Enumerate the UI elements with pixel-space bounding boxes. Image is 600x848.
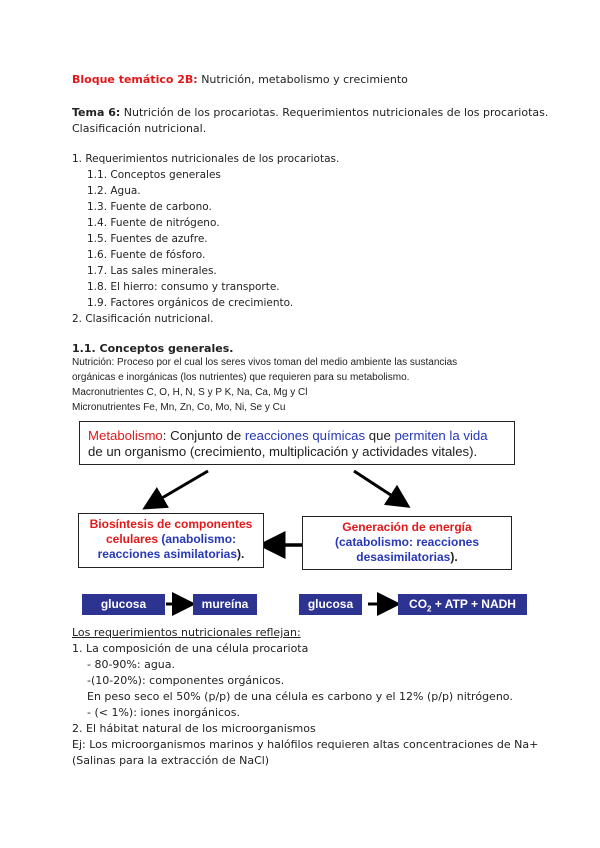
catab-line-2: (catabolismo: reacciones	[334, 535, 480, 549]
glucosa-left-box: glucosa	[82, 594, 165, 615]
arrow-to-catabolismo	[354, 471, 403, 503]
catabolismo-box	[302, 516, 512, 570]
toc-subitem: 1.3. Fuente de carbono.	[87, 201, 212, 213]
catab-desasimilatorias: desasimilatorias	[356, 550, 451, 564]
toc-subitem: 1.4. Fuente de nitrógeno.	[87, 217, 220, 229]
toc-subitem: 1.5. Fuentes de azufre.	[87, 233, 208, 245]
anabolismo-box	[78, 513, 264, 568]
req-agua: - 80-90%: agua.	[87, 658, 176, 671]
products-box	[398, 594, 527, 615]
products-sub: 2	[427, 604, 432, 614]
tema-title: Nutrición de los procariotas. Requerimientos nutricionales de los procariotas.	[123, 106, 549, 119]
products-rest: + ATP + NADH	[431, 597, 516, 611]
products-co: CO	[409, 597, 428, 611]
toc-subitem: 1.6. Fuente de fósforo.	[87, 249, 206, 261]
que-text: que	[365, 428, 395, 443]
nutricion-definition-2: orgánicas e inorgánicas (los nutrientes) que requieren para su metabolismo.	[72, 372, 410, 383]
section-heading: 1.1. Conceptos generales.	[72, 342, 234, 355]
req-item-1: 1. La composición de una célula procariota	[72, 642, 309, 655]
anab-end: ).	[237, 547, 245, 561]
toc-item-2: 2. Clasificación nutricional.	[72, 313, 214, 325]
bloque-label: Bloque temático 2B:	[72, 73, 198, 86]
requerimientos-heading: Los requerimientos nutricionales reflejan:	[72, 626, 301, 639]
mureina-box: mureína	[193, 594, 257, 615]
toc-subitem: 1.7. Las sales minerales.	[87, 265, 217, 277]
catab-line-1: Generación de energía	[342, 520, 472, 534]
toc-subitem: 1.1. Conceptos generales	[87, 169, 221, 181]
toc-subitem: 1.8. El hierro: consumo y transporte.	[87, 281, 280, 293]
catab-end: ).	[450, 550, 458, 564]
toc-item-1: 1. Requerimientos nutricionales de los procariotas.	[72, 153, 340, 165]
reacciones-quimicas: reacciones químicas	[244, 428, 366, 443]
req-item-2: 2. El hábitat natural de los microorganismos	[72, 722, 316, 735]
metabolismo-line-2: de un organismo (crecimiento, multiplicación y actividades vitales).	[88, 444, 478, 459]
anab-celulares: celulares	[105, 532, 159, 546]
anab-line-2	[83, 532, 259, 547]
toc-subitem: 1.9. Factores orgánicos de crecimiento.	[87, 297, 294, 309]
tema-label: Tema 6:	[72, 106, 121, 119]
nutricion-definition-1: Nutrición: Proceso por el cual los seres vivos toman del medio ambiente las sustancias	[72, 357, 458, 368]
anab-anabolismo: (anabolismo:	[158, 532, 237, 546]
tema-line-2: Clasificación nutricional.	[72, 122, 207, 135]
toc-subitem: 1.2. Agua.	[87, 185, 141, 197]
anab-reacciones: reacciones asimilatorias	[97, 547, 238, 561]
req-peso-seco: En peso seco el 50% (p/p) de una célula es carbono y el 12% (p/p) nitrógeno.	[87, 690, 513, 703]
glucosa-right-box: glucosa	[299, 594, 362, 615]
anab-line-3	[83, 547, 259, 562]
anab-line-1: Biosíntesis de componentes	[89, 517, 253, 531]
macronutrientes: Macronutrientes C, O, H, N, S y P K, Na, Ca, Mg y Cl	[72, 387, 308, 398]
arrow-to-anabolismo	[150, 471, 208, 505]
metabolismo-word: Metabolismo	[88, 428, 163, 443]
permiten-la-vida: permiten la vida	[394, 428, 488, 443]
req-salinas: (Salinas para la extracción de NaCl)	[72, 754, 270, 767]
bloque-title: Nutrición, metabolismo y crecimiento	[201, 73, 408, 86]
req-iones: - (< 1%): iones inorgánicos.	[87, 706, 241, 719]
req-organicos: -(10-20%): componentes orgánicos.	[87, 674, 285, 687]
req-ejemplo: Ej: Los microorganismos marinos y halófilos requieren altas concentraciones de Na+	[72, 738, 539, 751]
micronutrientes: Micronutrientes Fe, Mn, Zn, Co, Mo, Ni, Se y Cu	[72, 402, 286, 413]
catab-line-3	[307, 550, 507, 565]
metabolismo-text: : Conjunto de	[162, 428, 245, 443]
